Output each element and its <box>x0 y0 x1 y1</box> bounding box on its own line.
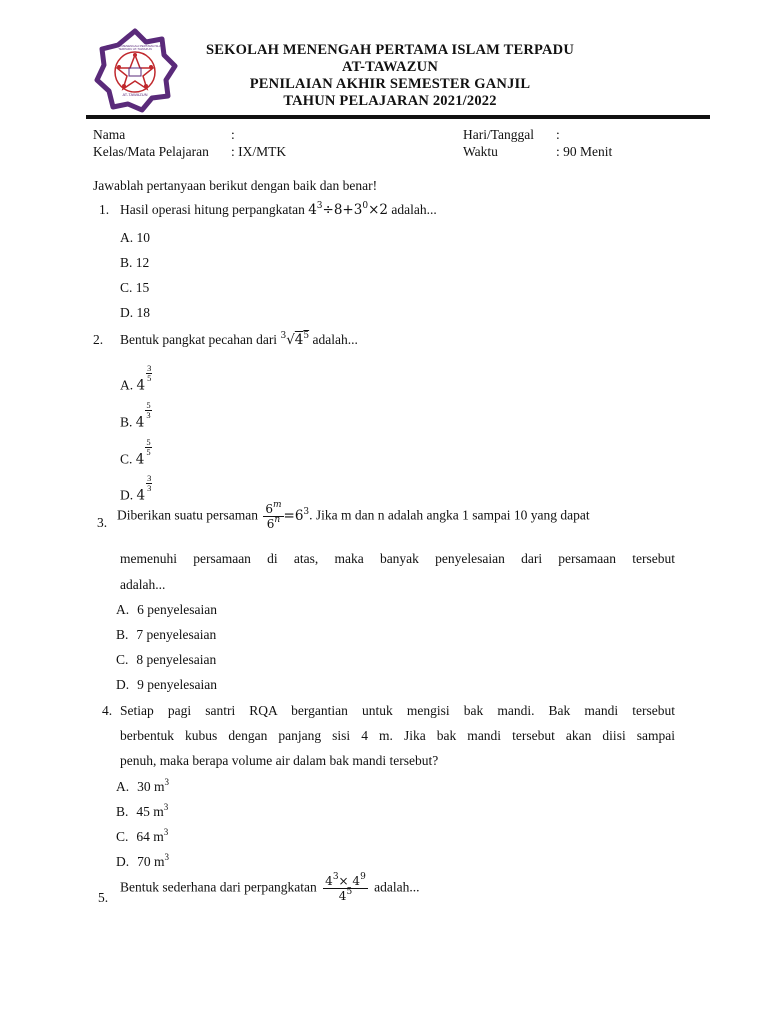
q2-option-d: D. 4 $\frac{3}{3}$ <box>120 473 152 504</box>
q3-line2: memenuhi persamaan di atas, maka banyak penyelesaian dari persamaan tersebut <box>120 551 675 566</box>
hari-label: Hari/Tanggal <box>463 127 535 142</box>
logo-bottom-text: AT-TAWAZUN <box>122 92 148 97</box>
school-subname: AT-TAWAZUN <box>341 59 438 75</box>
q2-option-a: A. 4 $\frac{3}{5}$ <box>120 363 152 394</box>
q5-text: Bentuk sederhana dari perpangkatan $\frac{4^3\times 4^9}{4^5}$ adalah... <box>120 872 420 903</box>
q1-option-b: B. 12 <box>120 255 150 270</box>
q3-number: 3. <box>97 515 108 530</box>
school-logo <box>92 28 178 114</box>
q1-text: Hasil operasi hitung perpangkatan $4^3\div 8+3^0\times 2$ adalah... <box>120 201 437 218</box>
academic-year: TAHUN PELAJARAN 2021/2022 <box>283 93 497 109</box>
q1-option-c: C. 15 <box>120 280 150 295</box>
waktu-value: : 90 Menit <box>556 144 613 159</box>
q2-expression: $^3√4^5$ <box>280 331 310 348</box>
nama-label: Nama <box>93 127 126 142</box>
q3-option-c: C. 8 penyelesaian <box>116 652 217 667</box>
q4-number: 4. <box>102 703 113 718</box>
q2-option-b: B. 4 $\frac{5}{3}$ <box>120 400 151 431</box>
q4-option-b: B. 45 $m^3$ <box>116 802 169 819</box>
q1-expression: $4^3\div 8+3^0\times 2$ <box>308 201 388 218</box>
logo-top-text: SEKOLAH MENENGAH PERTAMA ISLAM TERPADU AT-TAWAZUN <box>106 44 164 51</box>
waktu-label: Waktu <box>463 144 498 159</box>
nama-value: : <box>231 127 235 142</box>
q1-option-d: D. 18 <box>120 305 150 320</box>
q3-fraction: $\frac{6^m}{6^n}$ <box>265 500 282 531</box>
kelas-label: Kelas/Mata Pelajaran <box>93 144 209 159</box>
header-divider <box>86 115 710 119</box>
q4-line3: penuh, maka berapa volume air dalam bak mandi tersebut? <box>120 753 439 768</box>
school-name: SEKOLAH MENENGAH PERTAMA ISLAM TERPADU <box>205 42 574 58</box>
q4-line2: berbentuk kubus dengan panjang sisi 4 m. Jika bak mandi tersebut akan diisi sampai <box>120 728 675 743</box>
q3-line3: adalah... <box>120 577 166 592</box>
q4-option-d: D. 70 $m^3$ <box>116 852 170 869</box>
q5-number: 5. <box>98 890 109 905</box>
q4-line1: Setiap pagi santri RQA bergantian untuk mengisi bak mandi. Bak mandi tersebut <box>120 703 675 718</box>
q3-option-a: A. 6 penyelesaian <box>116 602 217 617</box>
q2-text: Bentuk pangkat pecahan dari $^3√4^5$ adalah... <box>120 331 358 348</box>
q2-option-c: C. 4 $\frac{5}{5}$ <box>120 437 151 468</box>
q3-line1: Diberikan suatu persaman $\frac{6^m}{6^n}$ $=6^3$. Jika m dan n adalah angka 1 sampai 10 yang dapat <box>117 500 590 531</box>
q4-option-a: A. 30 $m^3$ <box>116 777 170 794</box>
instruction: Jawablah pertanyaan berikut dengan baik dan benar! <box>93 178 378 193</box>
q2-number: 2. <box>93 332 104 347</box>
q4-option-c: C. 64 $m^3$ <box>116 827 169 844</box>
q5-fraction: $\frac{4^3\times 4^9}{4^5}$ <box>325 872 366 903</box>
q3-option-d: D. 9 penyelesaian <box>116 677 217 692</box>
hari-value: : <box>556 127 560 142</box>
q3-option-b: B. 7 penyelesaian <box>116 627 217 642</box>
q1-number: 1. <box>99 202 110 217</box>
q1-option-a: A. 10 <box>120 230 150 245</box>
exam-title: PENILAIAN AKHIR SEMESTER GANJIL <box>249 76 531 92</box>
kelas-value: : IX/MTK <box>231 144 287 159</box>
